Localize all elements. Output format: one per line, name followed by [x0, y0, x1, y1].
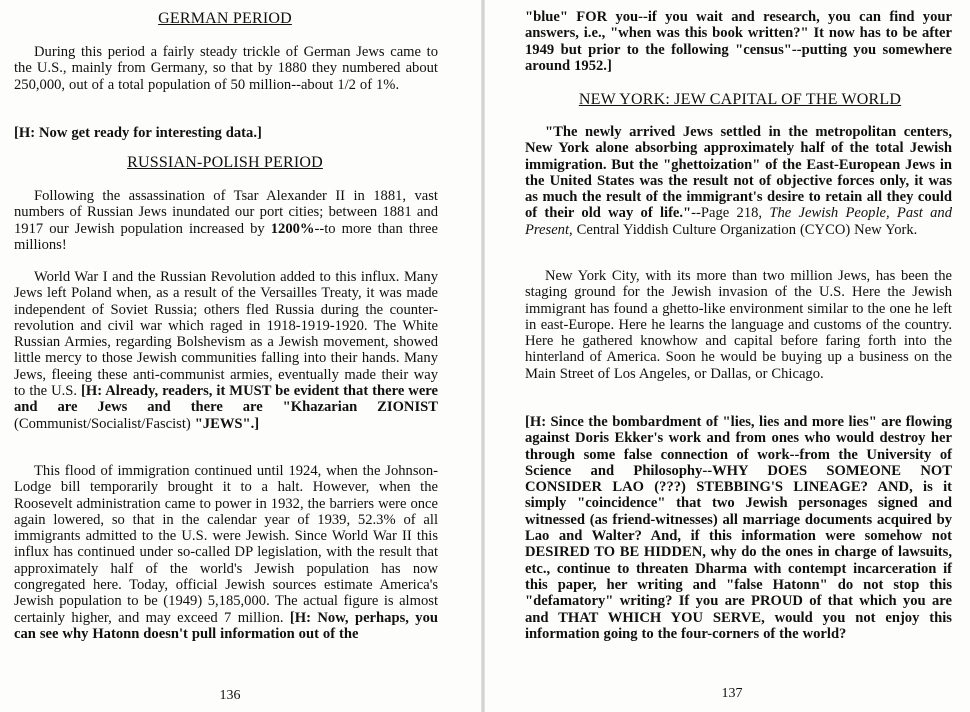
paragraph-nyc [525, 268, 952, 382]
russian-text-a: Following the assassination of Tsar Alexander II in 1881, vast numbers of Russian Jews inundated our port cities; between 1881 and 1917 our Jewish population increased by [14, 188, 438, 237]
paragraph-blue-continued: "blue" FOR you--if you wait and research, you can find your answers, i.e., "when was this book written?" It now has to be after 1949 but prior to the following "census"--putting you somewhere around 1952.] [525, 9, 952, 74]
heading-russian-polish-period: RUSSIAN-POLISH PERIOD [127, 154, 323, 171]
russian-text-b: --to more than three millions! [14, 220, 438, 253]
ww1-text-a: World War I and the Russian Revolution added to this influx. Many Jews left Poland when, as a result of the Versailles Treaty, it was made independent of Soviet Russia; others fled Russia during the counter-revolution and civil war which raged in 1918-1919-1920. The White Russian Armies, regarding Bolshevism as a Jewish movement, showed little mercy to those Jewish communities falling into their hands. Many Jews, fleeing these anti-communist armies, eventually made their way to the U.S. [14, 269, 438, 400]
quote-page: --Page 218, [691, 205, 770, 222]
paragraph-ww1 [14, 269, 438, 432]
ww1-text-bold2: "JEWS".] [194, 415, 260, 432]
quote-title: The Jewish People, Past and Present, [525, 205, 953, 238]
flood-text-bold: [H: Now, perhaps, you can see why Hatonn doesn't pull information out of the [14, 609, 438, 642]
german-text: During this period a fairly steady trickle of German Jews came to the U.S., mainly from Germany, so that by 1880 they numbered about 250,000, out of a total population of 50 million--about 1/2 of 1%. [14, 44, 438, 93]
page-number-right: 137 [721, 686, 743, 701]
heading-german-period: GERMAN PERIOD [158, 10, 292, 27]
russian-text-bold: 1200% [270, 220, 315, 237]
quote-org: Central Yiddish Culture Organization (CYCO) New York. [572, 221, 918, 238]
ww1-text-bold: [H: Already, readers, it MUST be evident that there were and are Jews and there are "Khazarian ZIONIST [14, 383, 438, 416]
quote-bold: "The newly arrived Jews settled in the metropolitan centers, New York alone absorbing approximately half of the total Jewish immigration. But the "ghettoization" of the East-European Jews in the United States was the result not of objective forces only, it was as much the result of the immigrant's desire to retain all they could of their old way of life." [525, 124, 952, 222]
ww1-text-c: (Communist/Socialist/Fascist) [14, 415, 195, 432]
nyc-text: New York City, with its more than two million Jews, has been the staging ground for the Jewish invasion of the U.S. Here the Jewish immigrant has found a ghetto-like environment similar to the one he left in east-Europe. Here he learns the language and customs of the country. Here he gathered knowhow and capital before faring forth into the hinterland of America. Soon he would be buying up a business on the Main Street of Los Angeles, or Dallas, or Chicago. [525, 268, 952, 382]
paragraph-flood [14, 463, 438, 642]
right-page [485, 0, 970, 712]
left-page [0, 0, 481, 712]
heading-new-york: NEW YORK: JEW CAPITAL OF THE WORLD [578, 91, 902, 108]
page-number-left: 136 [219, 688, 241, 703]
paragraph-quote [525, 124, 952, 238]
paragraph-german [14, 44, 438, 93]
note-bombardment: [H: Since the bombardment of "lies, lies and more lies" are flowing against Doris Ekker's work and from ones who would destroy her through some false connection of work--from the University of Science and Philosophy--WHY DOES SOMEONE NOT CONSIDER LAO (???) STEBBING'S LINEAGE? AND, is it simply "coincidence" that two Jewish personages signed and witnessed (as friend-witnesses) all marriage documents acquired by Lao and Walter? And, if this information were somehow not DESIRED TO BE HIDDEN, why do the ones in charge of lawsuits, etc., continue to threaten Dharma with contempt incarceration if this paper, her writing and "false Hatonn" do not stop this "defamatory" writing? If you are PROUD of that which you are and THAT WHICH YOU SERVE, would you not enjoy this information going to the four-corners of the world? [525, 414, 952, 642]
paragraph-russian [14, 188, 438, 253]
note-interesting-data: [H: Now get ready for interesting data.] [14, 125, 262, 141]
flood-text-a: This flood of immigration continued until 1924, when the Johnson-Lodge bill temporarily brought it to a halt. However, when the Roosevelt administration came to power in 1932, the barriers were once again lowered, so that in the calendar year of 1939, 52.3% of all immigrants admitted to the U.S. were Jewish. Since World War II this influx has continued under so-called DP legislation, with the result that approximately half of the world's Jewish population has now congregated here. Today, official Jewish sources estimate America's Jewish population to be (1949) 5,185,000. The actual figure is almost certainly higher, and may exceed 7 million. [14, 463, 438, 626]
